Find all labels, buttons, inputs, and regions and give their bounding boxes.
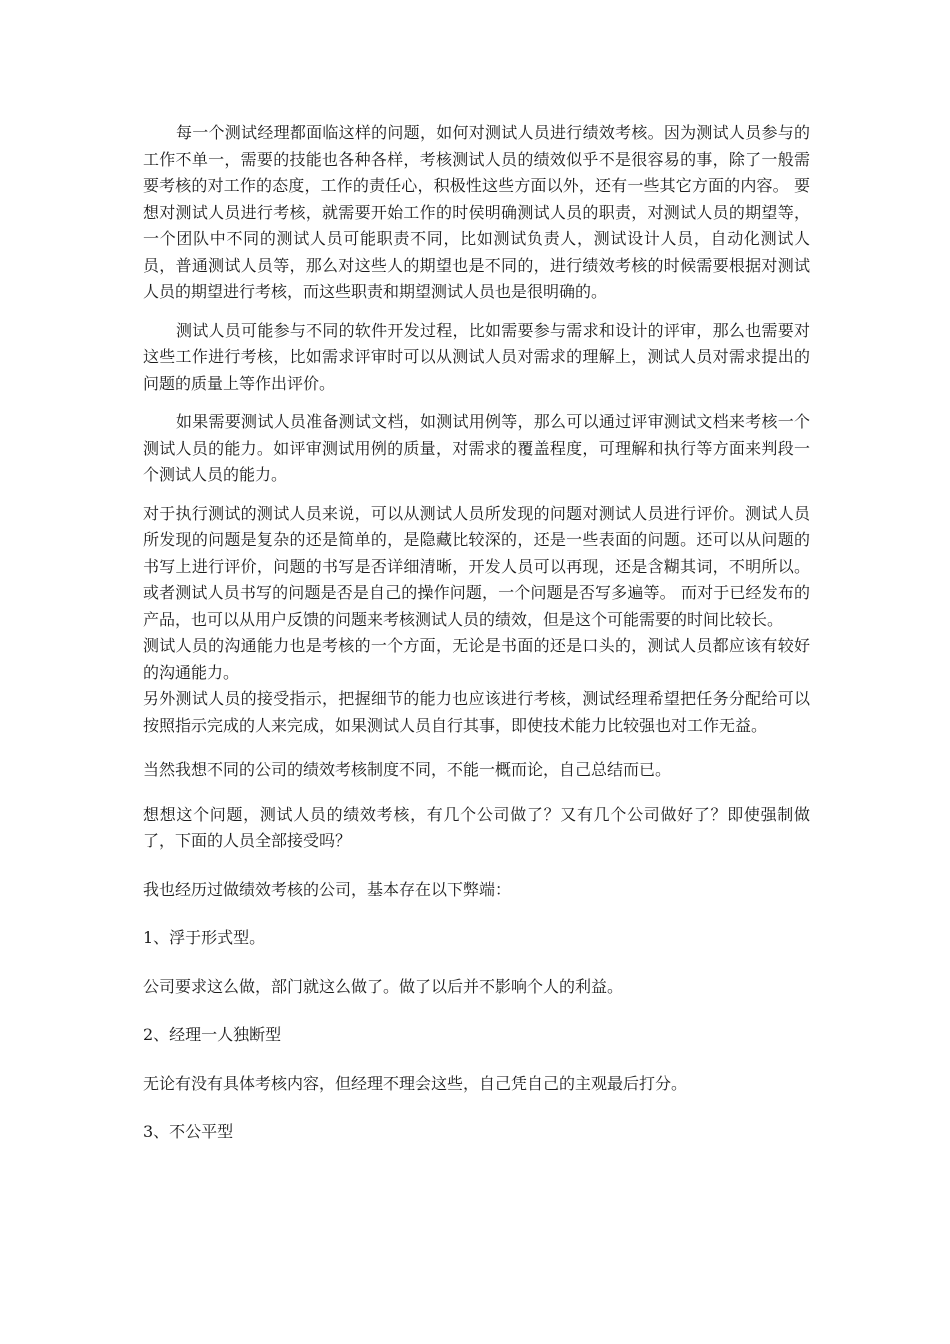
list-heading-2: 2、经理一人独断型 xyxy=(143,1025,282,1044)
paragraph-item-1: 公司要求这么做，部门就这么做了。做了以后并不影响个人的利益。 xyxy=(143,976,624,996)
paragraph-conclusion: 当然我想不同的公司的绩效考核制度不同，不能一概而论，自己总结而已。 xyxy=(143,760,672,779)
paragraph-item-2: 无论有没有具体考核内容，但经理不理会这些，自己凭自己的主观最后打分。 xyxy=(143,1073,688,1093)
document-body xyxy=(143,120,810,1146)
list-heading-3: 3、不公平型 xyxy=(143,1122,234,1141)
paragraph-test-docs: 如果需要测试人员准备测试文档，如测试用例等，那么可以通过评审测试文档来考核一个测试人员的能力。如评审测试用例的质量，对需求的覆盖程度，可理解和执行等方面来判段一个测试人员的能力。 xyxy=(143,412,810,484)
paragraph-question: 想想这个问题，测试人员的绩效考核，有几个公司做了？又有几个公司做好了？即使强制做了，下面的人员全部接受吗？ xyxy=(143,804,810,850)
paragraph-test-execution: 对于执行测试的测试人员来说，可以从测试人员所发现的问题对测试人员进行评价。测试人员所发现的问题是复杂的还是简单的，是隐藏比较深的，还是一些表面的问题。还可以从问题的书写上进行评价，问题的书写是否详细清晰，开发人员可以再现，还是含糊其词，不明所以。或者测试人员书写的问题是否是自己的操作问题，一个问题是否写多遍等。 而对于已经发布的产品，也可以从用户反馈的问题来考核测试人员的绩效，但是这个可能需要的时间比较长。 xyxy=(143,503,810,629)
paragraph-drawbacks-intro: 我也经历过做绩效考核的公司，基本存在以下弊端： xyxy=(143,879,512,899)
paragraph-communication: 测试人员的沟通能力也是考核的一个方面，无论是书面的还是口头的，测试人员都应该有较好的沟通能力。 xyxy=(143,636,810,682)
paragraph-instructions: 另外测试人员的接受指示，把握细节的能力也应该进行考核，测试经理希望把任务分配给可以按照指示完成的人来完成，如果测试人员自行其事，即使技术能力比较强也对工作无益。 xyxy=(143,689,810,735)
paragraph-review-process: 测试人员可能参与不同的软件开发过程，比如需要参与需求和设计的评审，那么也需要对这些工作进行考核，比如需求评审时可以从测试人员对需求的理解上，测试人员对需求提出的问题的质量上等作出评价。 xyxy=(143,320,810,393)
list-heading-1: 1、浮于形式型。 xyxy=(143,928,266,947)
paragraph-intro: 每一个测试经理都面临这样的问题，如何对测试人员进行绩效考核。因为测试人员参与的工作不单一，需要的技能也各种各样，考核测试人员的绩效似乎不是很容易的事，除了一般需要考核的对工作的态度，工作的责任心，积极性这些方面以外，还有一些其它方面的内容。 要想对测试人员进行考核，就需要开始工作的时侯明确测试人员的职责，对测试人员的期望等，一个团队中不同的测试人员可能职责不同，比如测试负责人，测试设计人员，自动化测试人员，普通测试人员等，那么对这些人的期望也是不同的，进行绩效考核的时候需要根据对测试人员的期望进行考核，而这些职责和期望测试人员也是很明确的。 xyxy=(143,123,810,301)
